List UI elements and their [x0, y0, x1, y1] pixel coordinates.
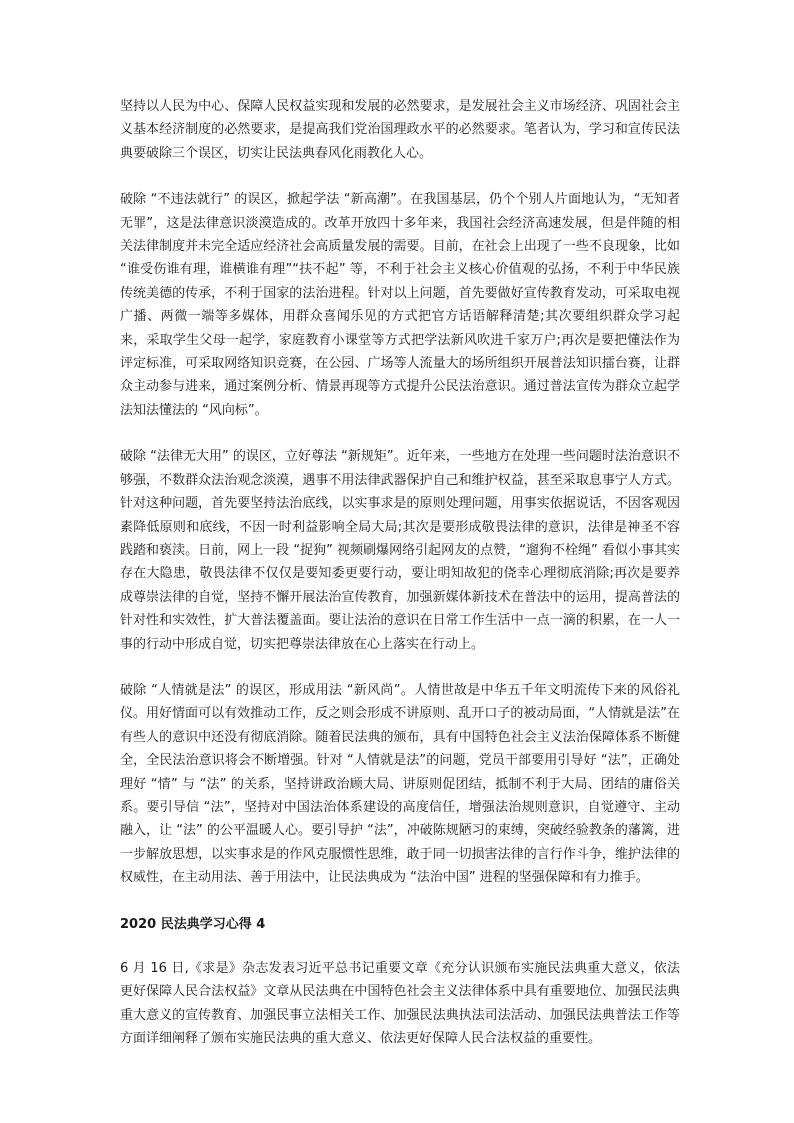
paragraph-intro: 坚持以人民为中心、保障人民权益实现和发展的必然要求，是发展社会主义市场经济、巩固社会主义基本经济制度的必然要求，是提高我们党治国理政水平的必然要求。笔者认为，学习和宣传民法典要破除三个误区，切实让民法典春风化雨教化人心。: [120, 99, 680, 161]
paragraph-misconception-1: 破除 “不违法就行” 的误区，掀起学法 “新高潮”。在我国基层，仍个个别人片面地认为，“无知者无罪”，这是法律意识淡漠造成的。改革开放四十多年来，我国社会经济高速发展，但是伴随的相关法律制度并未完全适应经济社会高质量发展的需要。目前，在社会上出现了一些不良现象，比如 “谁受伤谁有理，谁横谁有理”“扶不起” 等，不利于社会主义核心价值观的弘扬，不利于中华民族传统美德的传承，不利于国家的法治进程。针对以上问题，首先要做好宣传教育发动，可采取电视广播、两微一端等多媒体，用群众喜闻乐见的方式把官方话语解释清楚;其次要组织群众学习起来，采取学生父母一起学，家庭教育小课堂等方式把学法新风吹进千家万户;再次是要把懂法作为评定标准，可采取网络知识竞赛，在公园、广场等人流量大的场所组织开展普法知识擂台赛，让群众主动参与进来，通过案例分析、情景再现等方式提升公民法治意识。通过普法宣传为群众立起学法知法懂法的 “风向标”。: [120, 192, 680, 418]
section-heading: 2020 民法典学习心得 4: [120, 916, 266, 932]
paragraph-final: 6 月 16 日,《求是》杂志发表习近平总书记重要文章《充分认识颁布实施民法典重大意义，依法更好保障人民合法权益》文章从民法典在中国特色社会主义法律体系中具有重要地位、加强民法典重大意义的宣传教育、加强民事立法相关工作、加强民法典执法司法活动、加强民法典普法工作等方面详细阐释了颁布实施民法典的重大意义、依法更好保障人民合法权益的重要性。: [120, 961, 680, 1047]
paragraph-misconception-2: 破除 “法律无大用” 的误区，立好尊法 “新规矩”。近年来，一些地方在处理一些问题时法治意识不够强，不数群众法治观念淡漠，遇事不用法律武器保护自己和维护权益，甚至采取息事宁人方式。针对这种问题，首先要坚持法治底线，以实事求是的原则处理问题，用事实依据说话，不因客观因素降低原则和底线，不因一时利益影响全局大局;其次是要形成敬畏法律的意识，法律是神圣不容践踏和亵渎。日前，网上一段 “捉狗” 视频刷爆网络引起网友的点赞，“遛狗不栓绳” 看似小事其实存在大隐患，敬畏法律不仅仅是要知委更要行动，要让明知故犯的侥幸心理彻底消除;再次是要养成尊崇法律的自觉，坚持不懈开展法治宣传教育，加强新媒体新技术在普法中的运用，提高普法的针对性和实效性，扩大普法覆盖面。要让法治的意识在日常工作生活中一点一滴的积累，在一人一事的行动中形成自觉，切实把尊崇法律放在心上落实在行动上。: [120, 449, 680, 652]
paragraph-misconception-3: 破除 “人情就是法” 的误区，形成用法 “新风尚”。人情世故是中华五千年文明流传下来的风俗礼仪。用好情面可以有效推动工作，反之则会形成不讲原则、乱开口子的被动局面，“人情就是法”在有些人的意识中还没有彻底消除。随着民法典的颁布，具有中国特色社会主义法治保障体系不断健全，全民法治意识将会不断增强。针对 “人情就是法”的问题，党员干部要用引导好 “法”，正确处理好 “情” 与 “法” 的关系，坚持讲政治顾大局、讲原则促团结，抵制不利于大局、团结的庸俗关系。要引导信 “法”，坚持对中国法治体系建设的高度信任，增强法治规则意识，自觉遵守、主动融入，让 “法” 的公平温暖人心。要引导护 “法”，冲破陈规陋习的束缚，突破经验教条的藩篱，进一步解放思想，以实事求是的作风克服惯性思维，敢于同一切损害法律的言行作斗争，维护法律的权威性，在主动用法、善于用法中，让民法典成为 “法治中国” 进程的坚强保障和有力推手。: [120, 682, 680, 886]
document-page: [120, 95, 680, 1074]
